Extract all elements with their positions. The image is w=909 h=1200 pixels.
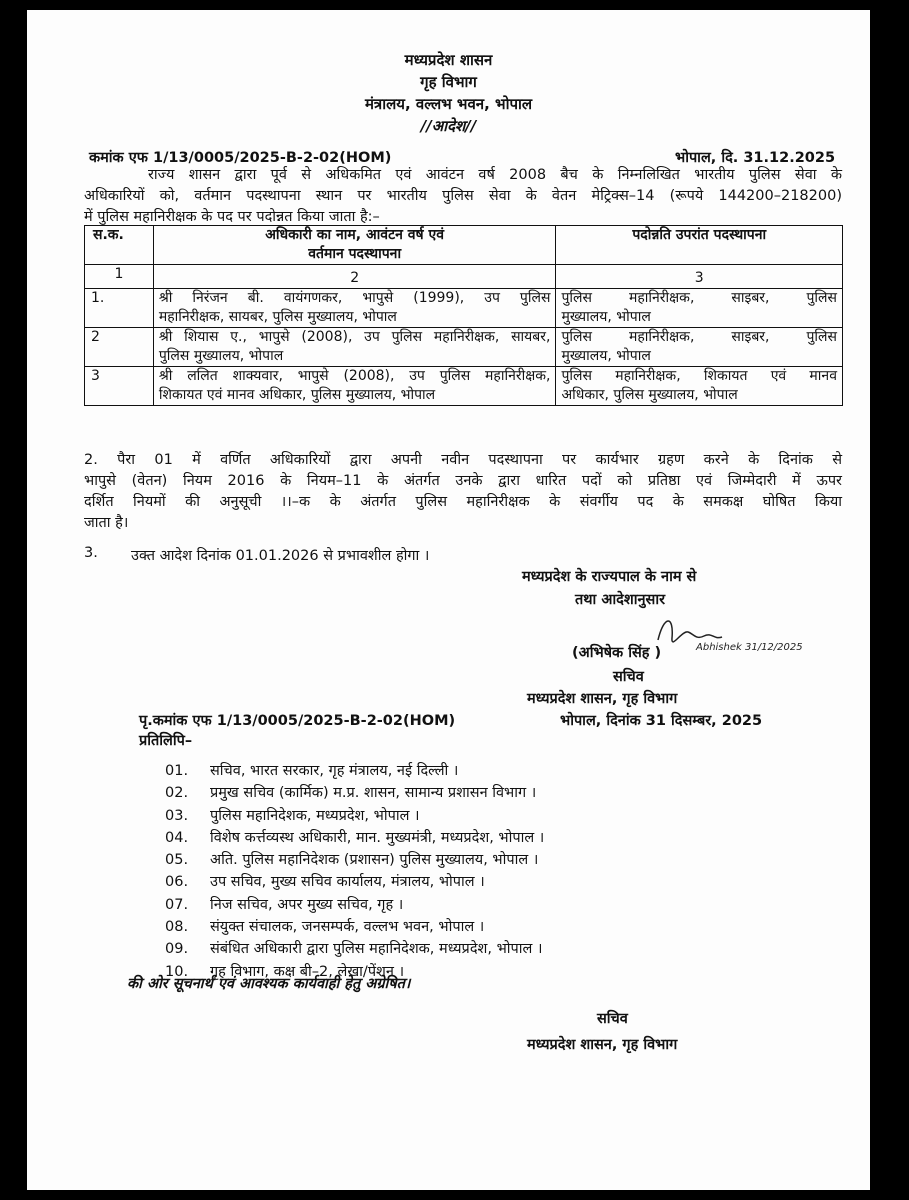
row-serial: 2	[85, 328, 154, 367]
list-item-text: संयुक्त संचालक, जनसम्पर्क, वल्लभ भवन, भोपाल ।	[210, 919, 485, 936]
list-item-text: संबंधित अधिकारी द्वारा पुलिस महानिदेशक, मध्यप्रदेश, भोपाल ।	[210, 941, 543, 958]
order-date: भोपाल, दि. 31.12.2025	[675, 150, 836, 166]
list-item-text: अति. पुलिस महानिदेशक (प्रशासन) पुलिस मुख्यालय, भोपाल ।	[210, 852, 539, 869]
list-item	[165, 849, 544, 871]
forwarding-note: की ओर सूचनार्थ एवं आवश्यक कार्यवाही हेतु अग्रेषित।	[127, 976, 411, 992]
intro-line-2: अधिकारियों को, वर्तमान पदस्थापना स्थान पर भारतीय पुलिस सेवा के वेतन मेट्रिक्स–14 (रूपये 144200–218200)	[84, 188, 842, 204]
endorsement-department: मध्यप्रदेश शासन, गृह विभाग	[527, 1037, 678, 1053]
copy-to-list	[165, 760, 544, 983]
as-ordered-line: तथा आदेशानुसार	[575, 592, 666, 608]
posting-line: मुख्यालय, भोपाल	[561, 348, 651, 364]
list-item	[165, 782, 544, 804]
copy-to-label: प्रतिलिपि–	[139, 733, 193, 749]
para2-line-4: जाता है।	[84, 515, 129, 531]
order-reference: कमांक एफ 1/13/0005/2025-B-2-02(HOM)	[89, 150, 392, 166]
row-serial: 3	[85, 367, 154, 406]
header-officer-line-1: अधिकारी का नाम, आवंटन वर्ष एवं	[265, 227, 445, 243]
col-number-3: 3	[556, 265, 843, 289]
document-page	[27, 10, 870, 1190]
header-government: मध्यप्रदेश शासन	[404, 51, 493, 69]
list-item-text: प्रमुख सचिव (कार्मिक) म.प्र. शासन, सामान्य प्रशासन विभाग ।	[210, 785, 537, 802]
list-item	[165, 871, 544, 893]
signatory-designation: सचिव	[613, 669, 644, 685]
row-serial: 1.	[85, 289, 154, 328]
endorsement-reference: पृ.कमांक एफ 1/13/0005/2025-B-2-02(HOM)	[139, 713, 456, 729]
list-item-number: 02.	[165, 785, 189, 802]
list-item-number: 03.	[165, 807, 189, 824]
table-row	[85, 328, 843, 367]
row-officer	[153, 367, 556, 406]
officer-line: शिकायत एवं मानव अधिकार, पुलिस मुख्यालय, भोपाल	[158, 387, 436, 403]
col-number-2: 2	[153, 265, 556, 289]
posting-line: मुख्यालय, भोपाल	[561, 309, 651, 325]
list-item	[165, 827, 544, 849]
para3-text: उक्त आदेश दिनांक 01.01.2026 से प्रभावशील होगा ।	[131, 548, 430, 564]
para2-line-3: दर्शित नियमों की अनुसूची ।।–क के अंतर्गत पुलिस महानिरीक्षक के संवर्गीय पद के समकक्ष घोषित किया	[84, 494, 842, 510]
signature-text: Abhishek 31/12/2025	[696, 642, 803, 653]
header-officer	[153, 226, 556, 265]
officer-line: श्री निरंजन बी. वायंगणकर, भापुसे (1999), उप पुलिस	[158, 290, 551, 306]
table-col-number-row	[85, 265, 843, 289]
list-item-number: 01.	[165, 763, 189, 779]
table-row	[85, 367, 843, 406]
paragraph-2	[84, 450, 842, 534]
list-item	[165, 916, 544, 938]
list-item-number: 07.	[165, 896, 189, 913]
intro-line-1: राज्य शासन द्वारा पूर्व से अधिकमित एवं आवंटन वर्ष 2008 बैच के निम्नलिखित भारतीय पुलिस सेवा के	[148, 167, 842, 183]
header-posting: पदोन्नति उपरांत पदस्थापना	[556, 226, 843, 265]
para2-line-2: भापुसे (वेतन) नियम 2016 के नियम–11 के अंतर्गत उनके द्वारा धारित पदों को प्रतिष्ठा एवं जिम्मेदारी में ऊपर	[84, 473, 842, 489]
endorsement-designation: सचिव	[597, 1011, 628, 1027]
list-item-text: पुलिस महानिदेशक, मध्यप्रदेश, भोपाल ।	[210, 807, 420, 824]
officer-line: श्री ललित शाक्यवार, भापुसे (2008), उप पुलिस महानिरीक्षक,	[158, 368, 551, 384]
row-officer	[153, 289, 556, 328]
list-item-text: विशेष कर्त्तव्यस्थ अधिकारी, मान. मुख्यमंत्री, मध्यप्रदेश, भोपाल ।	[210, 829, 545, 846]
list-item	[165, 894, 544, 916]
header-address: मंत्रालय, वल्लभ भवन, भोपाल	[364, 95, 533, 113]
list-item-number: 04.	[165, 829, 189, 846]
officers-table	[84, 225, 843, 406]
posting-line: पुलिस महानिरीक्षक, शिकायत एवं मानव	[561, 368, 837, 384]
posting-line: पुलिस महानिरीक्षक, साइबर, पुलिस	[561, 290, 837, 306]
para3-number: 3.	[84, 545, 98, 561]
posting-line: अधिकार, पुलिस मुख्यालय, भोपाल	[561, 387, 738, 403]
header-officer-line-2: वर्तमान पदस्थापना	[308, 246, 402, 262]
intro-paragraph	[84, 165, 842, 228]
list-item-number: 09.	[165, 941, 189, 958]
list-item	[165, 938, 544, 960]
governor-order-line: मध्यप्रदेश के राज्यपाल के नाम से	[522, 569, 697, 585]
list-item-number: 10.	[165, 963, 189, 980]
para2-line-1: 2. पैरा 01 में वर्णित अधिकारियों द्वारा अपनी नवीन पदस्थापना पर कार्यभार ग्रहण करने के दिनांक से	[84, 452, 842, 468]
endorsement-date: भोपाल, दिनांक 31 दिसम्बर, 2025	[560, 713, 763, 729]
intro-line-3: में पुलिस महानिरीक्षक के पद पर पदोन्नत किया जाता है:–	[84, 209, 380, 225]
col-number-1: 1	[85, 265, 154, 289]
posting-line: पुलिस महानिरीक्षक, साइबर, पुलिस	[561, 329, 837, 345]
list-item-number: 08.	[165, 919, 189, 936]
list-item	[165, 805, 544, 827]
row-posting	[556, 289, 843, 328]
handwritten-signature	[652, 610, 803, 660]
list-item	[165, 760, 544, 782]
list-item-text: गृह विभाग, कक्ष बी–2, लेखा/पेंशन ।	[210, 963, 405, 980]
officer-line: महानिरीक्षक, सायबर, पुलिस मुख्यालय, भोपाल	[158, 309, 397, 325]
list-item-number: 06.	[165, 874, 189, 891]
signatory-name: (अभिषेक सिंह )	[572, 645, 662, 661]
list-item-number: 05.	[165, 852, 189, 869]
list-item-text: निज सचिव, अपर मुख्य सचिव, गृह ।	[210, 896, 404, 913]
list-item-text: उप सचिव, मुख्य सचिव कार्यालय, मंत्रालय, भोपाल ।	[210, 874, 485, 891]
table-header-row	[85, 226, 843, 265]
header-order-title: //आदेश//	[420, 117, 477, 135]
row-posting	[556, 367, 843, 406]
row-posting	[556, 328, 843, 367]
row-officer	[153, 328, 556, 367]
officer-line: पुलिस मुख्यालय, भोपाल	[158, 348, 284, 364]
signatory-department: मध्यप्रदेश शासन, गृह विभाग	[527, 691, 678, 707]
header-serial: स.क.	[85, 226, 154, 265]
officer-line: श्री शियास ए., भापुसे (2008), उप पुलिस महानिरीक्षक, सायबर,	[158, 329, 551, 345]
table-row	[85, 289, 843, 328]
header-department: गृह विभाग	[420, 73, 477, 91]
list-item-text: सचिव, भारत सरकार, गृह मंत्रालय, नई दिल्ली ।	[210, 763, 459, 779]
